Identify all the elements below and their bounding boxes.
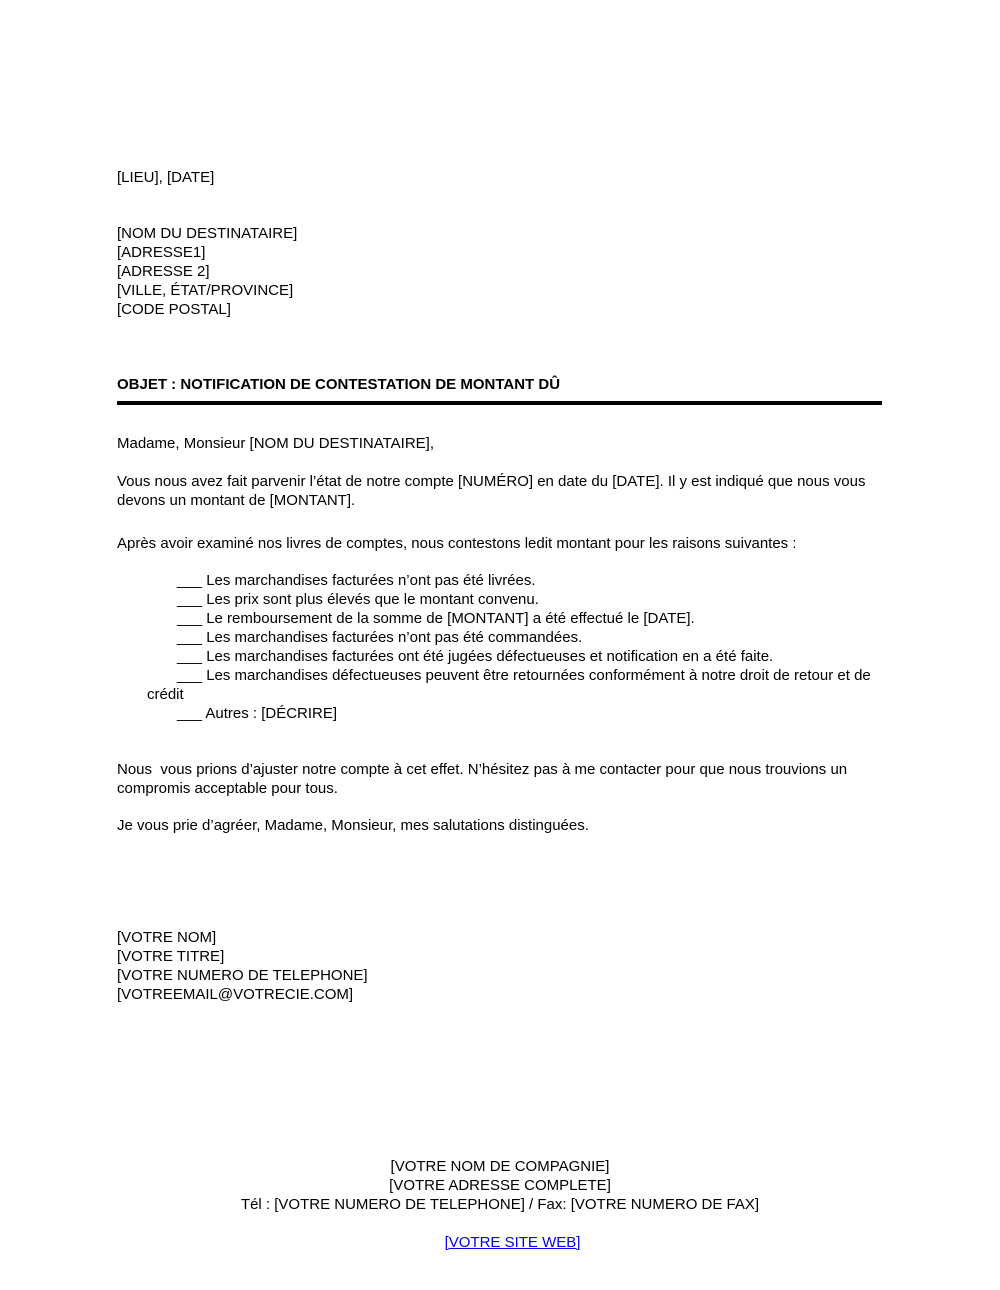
- recipient-city-state: [VILLE, ÉTAT/PROVINCE]: [117, 282, 294, 299]
- footer-company-name: [VOTRE NOM DE COMPAGNIE]: [390, 1158, 610, 1175]
- recipient-postal-code: [CODE POSTAL]: [117, 301, 231, 318]
- footer-website-link[interactable]: [VOTRE SITE WEB]: [444, 1234, 581, 1251]
- paragraph-contest-intro: Après avoir examiné nos livres de comptes, nous contestons ledit montant pour les raisons suivantes :: [117, 535, 797, 552]
- letter-body: [117, 168, 882, 1004]
- signature-block: [117, 928, 882, 1004]
- footer-company-address: [VOTRE ADRESSE COMPLETE]: [389, 1177, 611, 1194]
- signature-name: [VOTRE NOM]: [117, 929, 217, 946]
- recipient-address-block: [117, 224, 882, 319]
- reason-item-not-ordered: ___ Les marchandises facturées n’ont pas été commandées.: [177, 629, 583, 646]
- reason-item-returnable: ___ Les marchandises défectueuses peuvent être retournées conformément à notre droit de retour et de crédit: [147, 667, 875, 703]
- reasons-list: [117, 571, 882, 723]
- company-footer: [0, 1157, 1000, 1271]
- reason-item-not-delivered: ___ Les marchandises facturées n’ont pas été livrées.: [177, 572, 536, 589]
- signature-phone: [VOTRE NUMERO DE TELEPHONE]: [117, 967, 368, 984]
- paragraph-adjust-request: Nous vous prions d’ajuster notre compte à cet effet. N’hésitez pas à me contacter pour que nous trouvions un compromis acceptable pour tous.: [117, 761, 852, 797]
- place-date-line: [LIEU], [DATE]: [117, 169, 215, 186]
- reason-item-refund-made: ___ Le remboursement de la somme de [MONTANT] a été effectué le [DATE].: [177, 610, 695, 627]
- recipient-name: [NOM DU DESTINATAIRE]: [117, 225, 298, 242]
- reason-item-prices-higher: ___ Les prix sont plus élevés que le montant convenu.: [177, 591, 539, 608]
- salutation: Madame, Monsieur [NOM DU DESTINATAIRE],: [117, 435, 435, 452]
- subject-line: OBJET : NOTIFICATION DE CONTESTATION DE MONTANT DÛ: [117, 376, 561, 393]
- footer-tel-fax: Tél : [VOTRE NUMERO DE TELEPHONE] / Fax: [VOTRE NUMERO DE FAX]: [240, 1196, 760, 1213]
- recipient-address2: [ADRESSE 2]: [117, 263, 210, 280]
- paragraph-salutations: Je vous prie d’agréer, Madame, Monsieur, mes salutations distinguées.: [117, 817, 589, 834]
- signature-title: [VOTRE TITRE]: [117, 948, 225, 965]
- paragraph-account-statement: Vous nous avez fait parvenir l’état de notre compte [NUMÉRO] en date du [DATE]. Il y est indiqué que nous vous devons un montant de [MONTANT].: [117, 473, 870, 509]
- reason-item-defective-notified: ___ Les marchandises facturées ont été jugées défectueuses et notification en a été faite.: [177, 648, 774, 665]
- signature-email: [VOTREEMAIL@VOTRECIE.COM]: [117, 986, 354, 1003]
- subject-rule: [117, 375, 882, 405]
- reason-item-other: ___ Autres : [DÉCRIRE]: [177, 705, 338, 722]
- recipient-address1: [ADRESSE1]: [117, 244, 206, 261]
